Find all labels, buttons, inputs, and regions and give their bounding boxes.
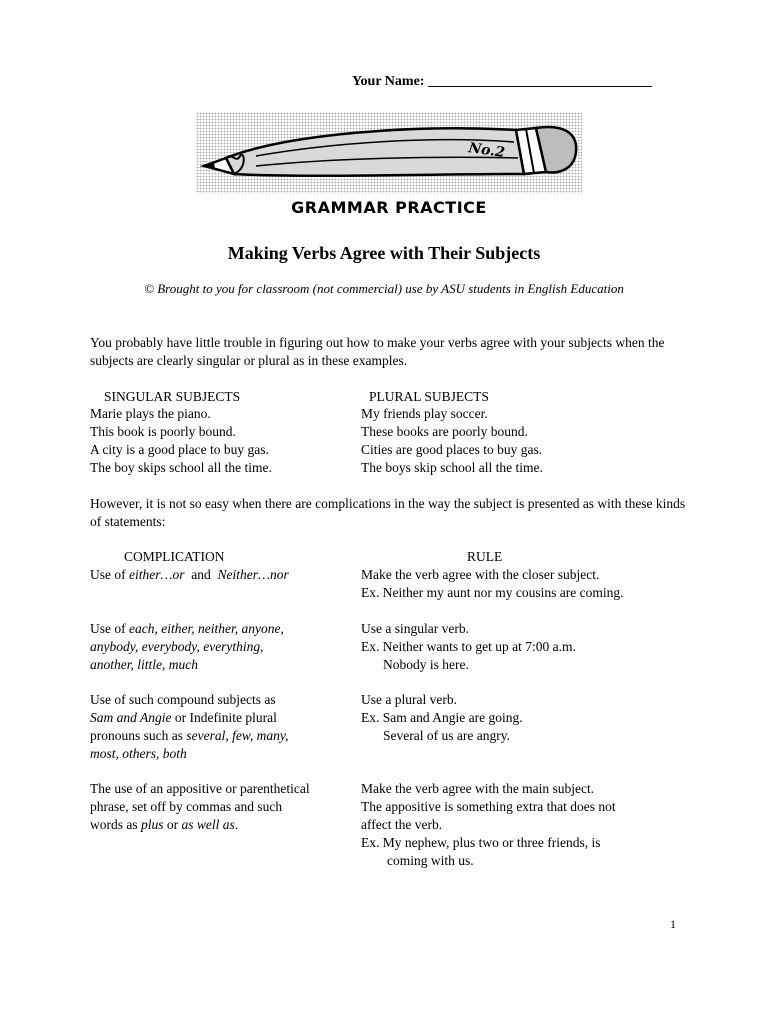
- rule-example: Ex. Sam and Angie are going.: [361, 710, 523, 725]
- rule-example: Several of us are angry.: [383, 728, 510, 743]
- rule-example: Ex. Neither wants to get up at 7:00 a.m.: [361, 639, 576, 654]
- plural-examples: [361, 405, 543, 477]
- list-item: My friends play soccer.: [361, 406, 488, 421]
- complication-term: plus: [141, 817, 164, 832]
- complication-term: several, few, many,: [186, 728, 289, 743]
- rule-2: [361, 620, 576, 674]
- list-item: Marie plays the piano.: [90, 406, 211, 421]
- name-blank: ________________________________: [427, 74, 652, 89]
- complication-1: [90, 566, 289, 584]
- however-paragraph: However, it is not so easy when there are complications in the way the subject is presented as with these kinds of statements:: [90, 496, 686, 529]
- rule-example: Nobody is here.: [383, 657, 469, 672]
- complication-text: The use of an appositive or parenthetical: [90, 781, 310, 796]
- complication-text: phrase, set off by commas and such: [90, 799, 283, 814]
- complication-term: each, either, neither, anyone,: [129, 621, 284, 636]
- rule-text: Use a plural verb.: [361, 692, 457, 707]
- rule-3: [361, 691, 523, 745]
- list-item: The boys skip school all the time.: [361, 460, 543, 475]
- complication-text: Use of: [90, 567, 129, 582]
- complication-term: Neither…nor: [217, 567, 289, 582]
- complication-text: Use of such compound subjects as: [90, 692, 276, 707]
- page-title: Making Verbs Agree with Their Subjects: [227, 243, 541, 263]
- complication-text: .: [234, 817, 239, 832]
- name-field: [352, 74, 652, 90]
- complication-text: and: [184, 567, 218, 582]
- complication-4: [90, 780, 310, 834]
- complication-text: Use of: [90, 621, 129, 636]
- logo-caption: GRAMMAR PRACTICE: [291, 198, 487, 217]
- complication-term: either…or: [129, 567, 185, 582]
- complication-term: as well as: [181, 817, 235, 832]
- page-number: 1: [670, 917, 676, 931]
- list-item: Cities are good places to buy gas.: [361, 442, 543, 457]
- singular-header: SINGULAR SUBJECTS: [104, 389, 241, 404]
- complication-text: pronouns such as: [90, 728, 187, 743]
- pencil-icon: [196, 112, 582, 202]
- complication-text: or: [163, 817, 182, 832]
- rule-text: affect the verb.: [361, 817, 443, 832]
- rule-header: RULE: [467, 549, 503, 564]
- complication-header: COMPLICATION: [124, 549, 225, 564]
- rule-example: coming with us.: [387, 853, 474, 868]
- complication-term: most, others, both: [90, 746, 187, 761]
- page-subtitle: © Brought to you for classroom (not commercial) use by ASU students in English Education: [144, 281, 624, 296]
- complication-text: or Indefinite plural: [171, 710, 277, 725]
- complication-term: another, little, much: [90, 657, 198, 672]
- rule-text: Make the verb agree with the closer subject.: [361, 567, 600, 582]
- rule-text: Make the verb agree with the main subject.: [361, 781, 595, 796]
- complication-2: [90, 620, 284, 674]
- rule-text: The appositive is something extra that does not: [361, 799, 616, 814]
- complication-term: Sam and Angie: [90, 710, 172, 725]
- name-label: Your Name:: [352, 74, 425, 89]
- complication-term: anybody, everybody, everything,: [90, 639, 264, 654]
- list-item: The boy skips school all the time.: [90, 460, 272, 475]
- rule-1: [361, 566, 623, 602]
- plural-header: PLURAL SUBJECTS: [369, 389, 489, 404]
- rule-example: Ex. Neither my aunt nor my cousins are coming.: [361, 585, 624, 600]
- rule-example: Ex. My nephew, plus two or three friends, is: [361, 835, 601, 850]
- list-item: This book is poorly bound.: [90, 424, 236, 439]
- complication-text: words as: [90, 817, 141, 832]
- singular-examples: [90, 405, 272, 477]
- pencil-label: No.2: [467, 140, 506, 162]
- complication-3: [90, 691, 288, 763]
- rule-4: [361, 780, 616, 870]
- rule-text: Use a singular verb.: [361, 621, 469, 636]
- list-item: A city is a good place to buy gas.: [90, 442, 269, 457]
- intro-paragraph: You probably have little trouble in figuring out how to make your verbs agree with your subjects when the subjects are clearly singular or plural as in these examples.: [90, 335, 665, 368]
- list-item: These books are poorly bound.: [361, 424, 528, 439]
